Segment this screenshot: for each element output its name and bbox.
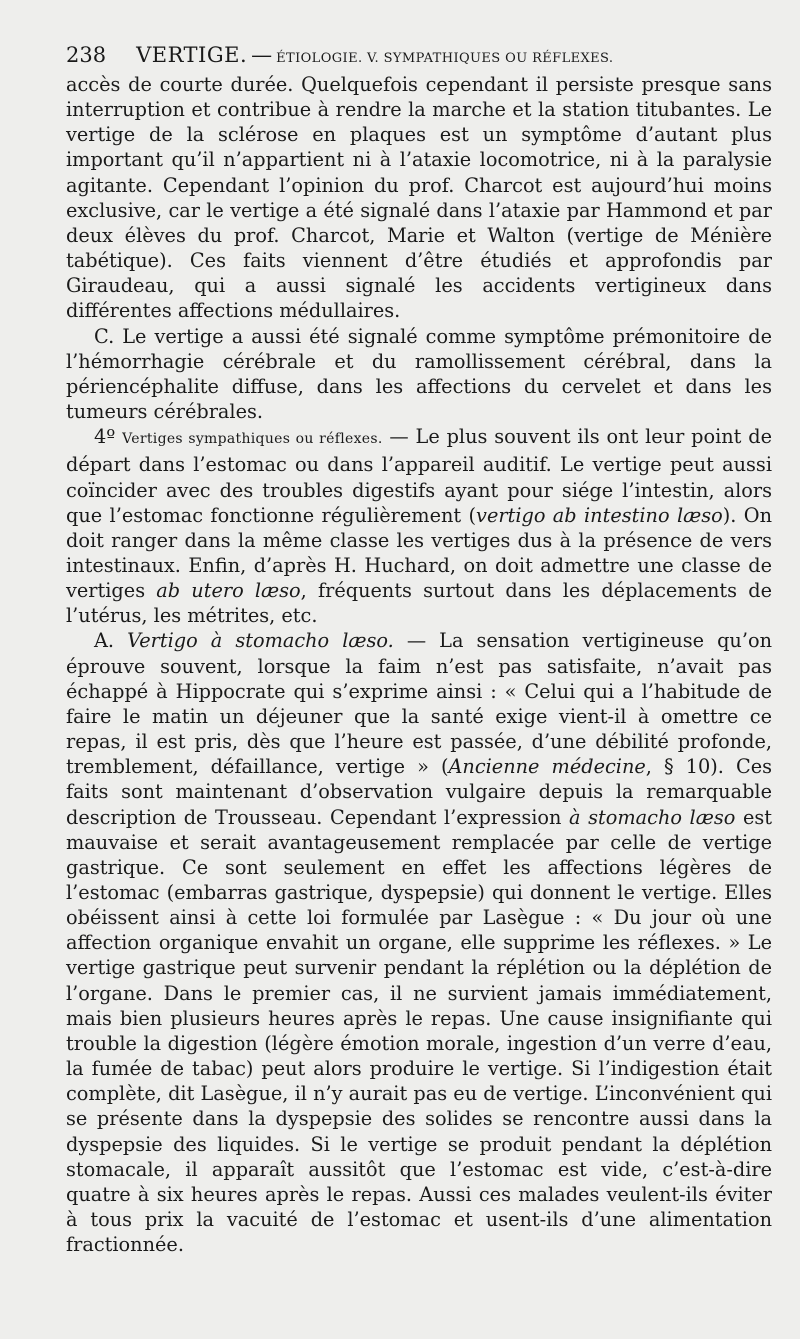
chapter-title: VERTIGE.: [136, 43, 248, 67]
header-dash: —: [251, 43, 273, 67]
latin-term: vertigo ab intestino læso: [476, 503, 723, 527]
paragraph-a-vertigo-stomacho: [66, 628, 772, 1257]
paragraph-text: — Le plus souvent ils ont leur point de départ dans l’estomac ou dans l’appareil auditif. Le vertige peut aussi coïncider avec des troubles digestifs ayant pour siége l’intestin, alors que l’estomac fonctionne régulièrement (: [66, 425, 772, 527]
citation-title: Ancienne médecine: [448, 755, 646, 779]
page-number: 238: [66, 43, 107, 67]
paragraph-text: C. Le vertige a aussi été signalé comme symptôme prémonitoire de l’hémorrhagie cérébrale et du ramollissement cérébral, dans la périencéphalite diffuse, dans les affections du cervelet et dans les tumeurs cérébrales.: [66, 324, 772, 424]
latin-term: ab utero læso: [156, 579, 301, 603]
page-body: [66, 72, 772, 1257]
subsection-heading: Vertigo à stomacho læso.: [127, 629, 394, 653]
paragraph-text: ). On doit ranger dans la même classe les vertiges dus à la présence de vers intestinaux. Enfin, d’après H. Huchard, on doit admettre une classe de vertiges: [66, 503, 772, 603]
paragraph-text: accès de courte durée. Quelquefois cependant il persiste presque sans interruption et contribue à rendre la marche et la station titubantes. Le vertige de la sclérose en plaques est un symptôme d’autant plus important qu’il n’appartient ni à l’ataxie locomotrice, ni à la paralysie agitante. Cependant l’opinion du prof. Charcot est aujourd’hui moins exclusive, car le vertige a été signalé dans l’ataxie par Hammond et par deux élèves du prof. Charcot, Marie et Walton (vertige de Ménière tabétique). Ces faits viennent d’être étudiés et approfondis par Giraudeau, qui a aussi signalé les accidents vertigineux dans différentes affections médullaires.: [66, 73, 772, 323]
paragraph-text: — La sensation vertigineuse qu’on éprouve souvent, lorsque la faim n’est pas satisfaite, n’avait pas échappé à Hippocrate qui s’exprime ainsi : « Celui qui a l’habitude de faire le matin un déjeuner que la santé exige vient-il à omettre ce repas, il est pris, dès que l’heure est passée, d’une débilité profonde, tremblement, défaillance, vertige » (: [66, 629, 773, 779]
latin-term: à stomacho læso: [569, 805, 736, 829]
paragraph-text: , § 10). Ces faits sont maintenant d’observation vulgaire depuis la remarquable description de Trousseau. Cependant l’expression: [66, 755, 773, 829]
section-subtitle: ÉTIOLOGIE. V. SYMPATHIQUES OU RÉFLEXES.: [276, 51, 614, 66]
paragraph-4-vertiges-sympathiques: [66, 424, 772, 628]
paragraph-text: est mauvaise et serait avantageusement remplacée par celle de vertige gastrique. Ce sont seulement en effet les affections légères de l’estomac (embarras gastrique, dyspepsie) qui donnent le vertige. Elles obéissent ainsi à cette loi formulée par Lasègue : « Du jour où une affection organique envahit un organe, elle supprime les réflexes. » Le vertige gastrique peut survenir pendant la réplétion ou la déplétion de l’organe. Dans le premier cas, il ne survient jamais immédiatement, mais bien plusieurs heures après le repas. Une cause insignifiante qui trouble la digestion (légère émotion morale, ingestion d’un verre d’eau, la fumée de tabac) peut alors produire le vertige. Si l’indigestion était complète, dit Lasègue, il n’y aurait pas eu de vertige. L’inconvénient qui se présente dans la dyspepsie des solides se rencontre aussi dans la dyspepsie des liquides. Si le vertige se produit pendant la déplétion stomacale, il apparaît aussitôt que l’estomac est vide, c’est-à-dire quatre à six heures après le repas. Aussi ces malades veulent-ils éviter à tous prix la vacuité de l’estomac et usent-ils d’une alimentation fractionnée.: [66, 805, 773, 1257]
subsection-label: A.: [94, 629, 115, 653]
section-number: 4º: [94, 425, 116, 449]
paragraph-c-hemorrhagie: [66, 324, 772, 425]
running-header: [66, 40, 746, 74]
paragraph-sclerose: [66, 72, 772, 324]
section-heading: Vertiges sympathiques ou réflexes.: [122, 431, 383, 448]
paragraph-text: , fréquents surtout dans les déplacements de l’utérus, les métrites, etc.: [66, 579, 772, 628]
